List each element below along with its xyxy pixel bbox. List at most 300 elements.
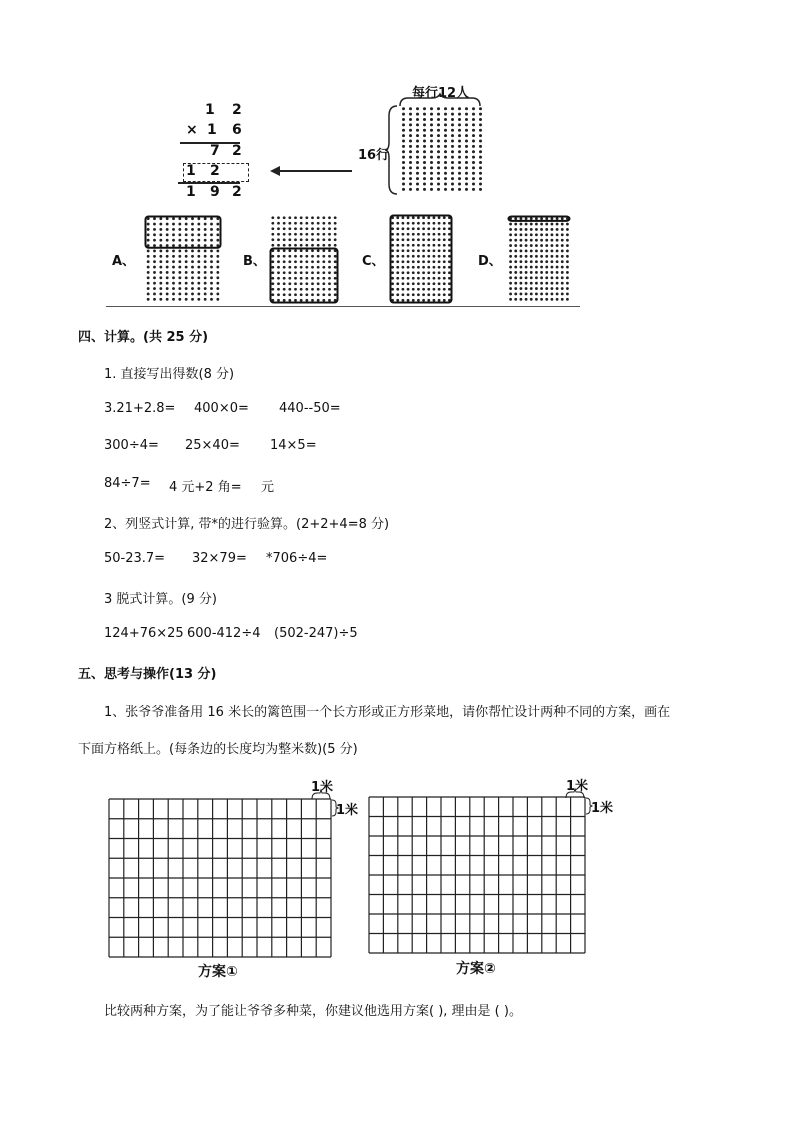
dot	[402, 299, 405, 302]
dot	[417, 282, 420, 285]
dot	[458, 150, 461, 153]
grid2-caption: 方案②	[456, 961, 496, 977]
dot	[153, 244, 156, 247]
dot	[391, 222, 394, 225]
dot	[443, 227, 446, 230]
dot	[402, 260, 405, 263]
dot	[402, 161, 405, 164]
dot	[520, 223, 523, 226]
dot	[430, 150, 433, 153]
dot	[271, 222, 274, 225]
dot	[509, 298, 512, 301]
dot	[509, 287, 512, 290]
dot	[514, 217, 517, 220]
dot	[204, 217, 207, 220]
dot	[514, 260, 517, 263]
dot	[520, 250, 523, 253]
dot	[197, 266, 200, 269]
dot	[317, 266, 320, 269]
dot	[451, 145, 454, 148]
dot	[566, 228, 569, 231]
dot	[535, 217, 538, 220]
dot	[465, 188, 468, 191]
dot	[416, 113, 419, 116]
dot	[311, 266, 314, 269]
dot	[277, 222, 280, 225]
dot	[530, 266, 533, 269]
dot	[556, 293, 559, 296]
dot	[437, 172, 440, 175]
dot	[283, 293, 286, 296]
dot	[525, 239, 528, 242]
dot	[437, 161, 440, 164]
dot	[423, 177, 426, 180]
dot	[210, 260, 213, 263]
dot	[283, 238, 286, 241]
dot	[444, 118, 447, 121]
dot	[540, 255, 543, 258]
dot	[433, 255, 436, 258]
dot	[407, 249, 410, 252]
dot	[437, 113, 440, 116]
dot	[465, 166, 468, 169]
dot	[185, 260, 188, 263]
dot	[545, 287, 548, 290]
dot	[444, 139, 447, 142]
dot	[430, 113, 433, 116]
dot	[433, 260, 436, 263]
dot	[216, 271, 219, 274]
dot	[444, 150, 447, 153]
dot	[407, 244, 410, 247]
mult-digit: 1	[205, 102, 215, 118]
mult-digit: 2	[210, 163, 220, 179]
dot	[423, 166, 426, 169]
dot	[437, 150, 440, 153]
dot	[535, 223, 538, 226]
dot	[430, 123, 433, 126]
dot	[520, 298, 523, 301]
dot	[153, 217, 156, 220]
q1-expr: 84÷7=	[104, 476, 151, 491]
dot	[334, 277, 337, 280]
dot	[407, 222, 410, 225]
grid-paper-plan2[interactable]	[368, 796, 586, 954]
dot	[566, 250, 569, 253]
dot	[294, 260, 297, 263]
dot-array-main	[400, 106, 484, 192]
dot	[412, 227, 415, 230]
mult-digit: ×	[186, 122, 198, 138]
dot	[407, 216, 410, 219]
dot	[147, 228, 150, 231]
dot	[305, 249, 308, 252]
dot	[540, 228, 543, 231]
dot	[422, 238, 425, 241]
dot	[423, 188, 426, 191]
dot	[545, 244, 548, 247]
dot	[448, 249, 451, 252]
dot	[294, 288, 297, 291]
grid-paper-plan1[interactable]	[108, 798, 332, 958]
dot	[191, 287, 194, 290]
q2-title: 2、列竖式计算, 带*的进行验算。(2+2+4=8 分)	[104, 517, 390, 532]
dot	[159, 260, 162, 263]
dot	[277, 244, 280, 247]
dot	[197, 223, 200, 226]
dot	[172, 282, 175, 285]
dot	[396, 249, 399, 252]
dot	[402, 266, 405, 269]
dot	[514, 250, 517, 253]
dot	[416, 118, 419, 121]
dot	[159, 239, 162, 242]
dot	[525, 260, 528, 263]
dot	[443, 222, 446, 225]
dot	[514, 287, 517, 290]
dot	[172, 239, 175, 242]
dot	[283, 299, 286, 302]
dot	[317, 288, 320, 291]
dot	[153, 287, 156, 290]
dot	[166, 282, 169, 285]
dot	[416, 123, 419, 126]
dot	[409, 134, 412, 137]
dot	[294, 277, 297, 280]
dot	[409, 150, 412, 153]
dot	[443, 244, 446, 247]
dot	[328, 233, 331, 236]
dot	[185, 287, 188, 290]
dot	[458, 156, 461, 159]
dot	[535, 287, 538, 290]
dot	[412, 282, 415, 285]
dot	[166, 250, 169, 253]
dot	[451, 134, 454, 137]
dot	[300, 277, 303, 280]
mult-digit: 2	[232, 184, 242, 200]
dot	[416, 145, 419, 148]
dot	[535, 298, 538, 301]
dot	[412, 288, 415, 291]
dot	[328, 244, 331, 247]
dot	[443, 293, 446, 296]
dot	[448, 244, 451, 247]
dot	[305, 255, 308, 258]
dot	[444, 113, 447, 116]
dot	[556, 239, 559, 242]
dot	[300, 255, 303, 258]
dot	[416, 166, 419, 169]
dot	[391, 288, 394, 291]
dot	[396, 222, 399, 225]
dot	[443, 255, 446, 258]
dot	[288, 244, 291, 247]
dot	[322, 255, 325, 258]
dot	[509, 244, 512, 247]
dot	[185, 298, 188, 301]
dot	[172, 228, 175, 231]
mult-digit: 1	[186, 163, 196, 179]
dot	[525, 217, 528, 220]
dot	[422, 271, 425, 274]
dot	[216, 266, 219, 269]
dot	[210, 293, 213, 296]
dot	[458, 123, 461, 126]
dot	[300, 271, 303, 274]
dot	[545, 239, 548, 242]
dot	[479, 166, 482, 169]
dot	[147, 255, 150, 258]
dot	[545, 233, 548, 236]
option-highlight-box	[391, 216, 452, 303]
dot	[472, 150, 475, 153]
dot	[530, 239, 533, 242]
dot	[197, 260, 200, 263]
dot	[402, 238, 405, 241]
dot	[465, 118, 468, 121]
dot	[472, 188, 475, 191]
dot	[458, 166, 461, 169]
dot	[430, 107, 433, 110]
dot	[204, 282, 207, 285]
dot	[430, 177, 433, 180]
dot	[444, 107, 447, 110]
dot	[509, 255, 512, 258]
dot	[525, 293, 528, 296]
dot	[556, 250, 559, 253]
dot	[311, 238, 314, 241]
dot	[191, 293, 194, 296]
dot	[277, 271, 280, 274]
dot	[322, 238, 325, 241]
dot	[458, 107, 461, 110]
dot	[271, 271, 274, 274]
dot	[525, 276, 528, 279]
dot	[514, 244, 517, 247]
dot	[391, 249, 394, 252]
dot	[210, 255, 213, 258]
dot	[191, 282, 194, 285]
dot	[391, 293, 394, 296]
dot	[402, 293, 405, 296]
dot	[520, 276, 523, 279]
dot	[147, 276, 150, 279]
dot	[191, 260, 194, 263]
dot	[294, 271, 297, 274]
dot	[520, 271, 523, 274]
dot	[300, 299, 303, 302]
dot	[545, 255, 548, 258]
dot	[288, 299, 291, 302]
dot	[448, 282, 451, 285]
dot	[153, 298, 156, 301]
dot	[540, 271, 543, 274]
dot	[535, 293, 538, 296]
dot	[433, 282, 436, 285]
dot	[443, 288, 446, 291]
dot	[185, 293, 188, 296]
dot	[172, 293, 175, 296]
dot	[197, 298, 200, 301]
dot	[479, 156, 482, 159]
dot	[191, 266, 194, 269]
dot	[479, 139, 482, 142]
dot	[437, 188, 440, 191]
dot	[277, 293, 280, 296]
dot	[437, 107, 440, 110]
dot	[416, 129, 419, 132]
dot	[535, 276, 538, 279]
dot	[294, 244, 297, 247]
dot	[479, 134, 482, 137]
dot	[283, 288, 286, 291]
dot	[402, 277, 405, 280]
dot	[427, 233, 430, 236]
q1-expr: 400×0=	[194, 401, 249, 416]
dot	[509, 260, 512, 263]
dot	[551, 287, 554, 290]
dot	[334, 282, 337, 285]
dot	[317, 277, 320, 280]
dot	[391, 260, 394, 263]
dot	[423, 172, 426, 175]
dot	[430, 182, 433, 185]
dot	[288, 222, 291, 225]
dot	[391, 233, 394, 236]
q5-1-line2: 下面方格纸上。(每条边的长度均为整米数)(5 分)	[78, 742, 358, 757]
dot	[317, 271, 320, 274]
dot	[556, 287, 559, 290]
dot	[561, 239, 564, 242]
dot	[422, 244, 425, 247]
option-highlight-box	[509, 217, 570, 221]
dot	[407, 255, 410, 258]
dot	[451, 150, 454, 153]
dot	[472, 139, 475, 142]
dot	[545, 298, 548, 301]
dot	[322, 227, 325, 230]
dot	[416, 150, 419, 153]
dot	[530, 298, 533, 301]
dot	[402, 156, 405, 159]
dot	[417, 249, 420, 252]
dot	[561, 223, 564, 226]
dot	[277, 299, 280, 302]
dot	[417, 227, 420, 230]
dot	[210, 276, 213, 279]
dot	[277, 238, 280, 241]
dot	[396, 277, 399, 280]
dot	[197, 233, 200, 236]
dot	[465, 145, 468, 148]
dot	[172, 287, 175, 290]
dot	[427, 222, 430, 225]
dot	[277, 277, 280, 280]
dot	[178, 255, 181, 258]
grid1-unit-side: 1米	[336, 803, 359, 818]
dot	[197, 282, 200, 285]
dot	[271, 255, 274, 258]
dot	[216, 239, 219, 242]
dot	[396, 288, 399, 291]
q3-expr: 124+76×25	[104, 626, 184, 641]
dot	[328, 288, 331, 291]
option-a-dots[interactable]	[145, 216, 225, 302]
dot	[556, 244, 559, 247]
dot	[433, 288, 436, 291]
dot	[479, 113, 482, 116]
dot	[210, 228, 213, 231]
dot	[530, 287, 533, 290]
dot	[288, 260, 291, 263]
dot	[448, 271, 451, 274]
dot	[288, 233, 291, 236]
dot	[172, 250, 175, 253]
dot	[545, 223, 548, 226]
option-d-dots[interactable]	[508, 216, 574, 302]
option-c-dots[interactable]	[390, 215, 456, 303]
dot	[197, 271, 200, 274]
dot	[444, 172, 447, 175]
dot	[551, 266, 554, 269]
dot	[185, 244, 188, 247]
dot	[396, 260, 399, 263]
dot	[172, 271, 175, 274]
option-b-dots[interactable]	[270, 215, 342, 303]
dot	[294, 293, 297, 296]
dot	[396, 244, 399, 247]
dot	[328, 277, 331, 280]
side-brace	[385, 106, 399, 194]
dot	[317, 244, 320, 247]
dot	[409, 145, 412, 148]
dot	[465, 161, 468, 164]
dot	[443, 266, 446, 269]
dot	[433, 233, 436, 236]
dot	[172, 244, 175, 247]
dot	[520, 255, 523, 258]
dot	[402, 177, 405, 180]
dot	[566, 223, 569, 226]
figure-baseline	[106, 306, 580, 307]
dot	[530, 260, 533, 263]
dot	[438, 266, 441, 269]
dot	[407, 288, 410, 291]
q1-expr: 25×40=	[185, 438, 240, 453]
dot	[178, 298, 181, 301]
dot	[271, 277, 274, 280]
dot	[479, 123, 482, 126]
dot	[294, 299, 297, 302]
dot	[204, 276, 207, 279]
dot	[422, 299, 425, 302]
dot	[322, 216, 325, 219]
dot	[422, 260, 425, 263]
dot	[204, 298, 207, 301]
dot	[438, 299, 441, 302]
dot	[288, 277, 291, 280]
dot	[204, 266, 207, 269]
q1-expr: 440--50=	[279, 401, 341, 416]
dot	[204, 260, 207, 263]
dot	[322, 233, 325, 236]
dot	[322, 266, 325, 269]
dot	[159, 282, 162, 285]
dot	[465, 129, 468, 132]
dot	[535, 260, 538, 263]
dot	[283, 227, 286, 230]
